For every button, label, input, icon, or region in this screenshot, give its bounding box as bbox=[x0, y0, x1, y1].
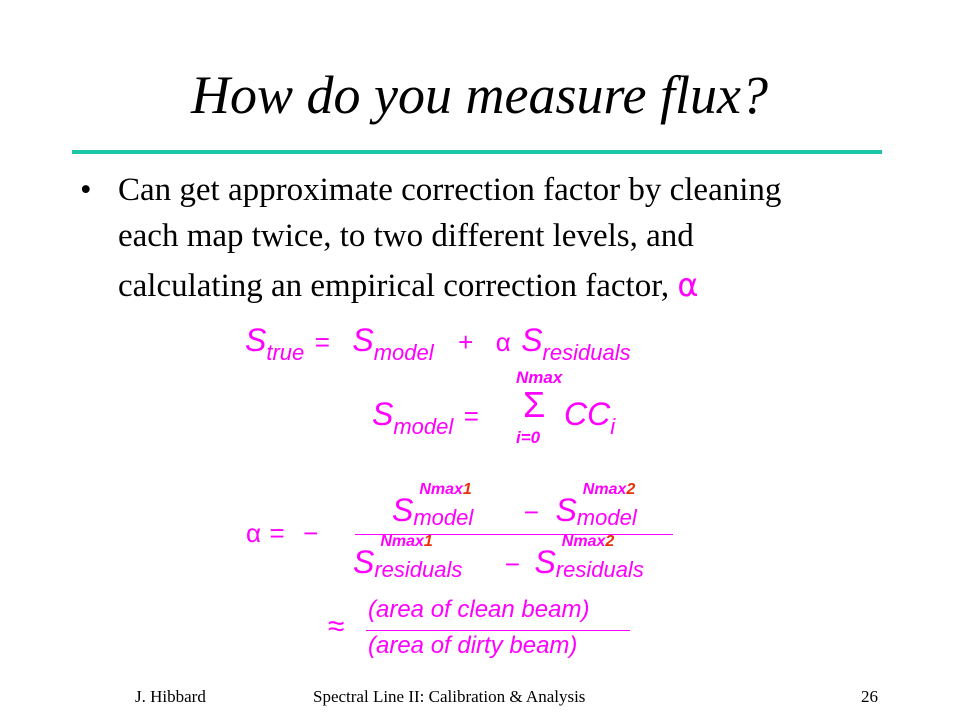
eq3-den-b-sub: residuals bbox=[555, 557, 644, 582]
eq3-den-b-s: S bbox=[534, 544, 556, 580]
eq3-num-a-s: S bbox=[392, 492, 414, 528]
eq1-t1-sub: model bbox=[373, 340, 434, 365]
eq1-lhs-s: S bbox=[245, 322, 267, 358]
eq2-cc-sub: i bbox=[610, 414, 616, 439]
approx-symbol: ≈ bbox=[328, 610, 345, 643]
equation-alpha bbox=[246, 518, 318, 549]
eq3-num-b-sub: model bbox=[576, 505, 637, 530]
eq3-numerator bbox=[392, 481, 675, 530]
eq3-den-a-s: S bbox=[353, 544, 375, 580]
eq3-den-a-sub: residuals bbox=[374, 557, 463, 582]
equation-model-sum bbox=[372, 396, 479, 439]
slide-title: How do you measure flux? bbox=[191, 65, 768, 125]
eq3-alpha: α bbox=[246, 518, 262, 548]
eq1-t2-s: S bbox=[521, 322, 543, 358]
eq2-cc bbox=[564, 396, 616, 439]
eq2-cc-text: CC bbox=[564, 396, 611, 432]
eq2-equals: = bbox=[463, 401, 479, 431]
eq3-den-minus: − bbox=[504, 549, 520, 579]
equation-flux-total bbox=[245, 322, 631, 365]
eq4-numerator: (area of clean beam) bbox=[368, 596, 590, 623]
bullet-symbol: • bbox=[80, 172, 92, 208]
eq3-den-a-sup: Nmax1 bbox=[380, 533, 433, 550]
title-divider bbox=[72, 150, 882, 154]
eq1-equals: = bbox=[314, 327, 330, 357]
eq2-sub: model bbox=[393, 414, 454, 439]
footer-title: Spectral Line II: Calibration & Analysis bbox=[313, 687, 586, 706]
eq3-num-a-sub: model bbox=[413, 505, 474, 530]
eq4-fraction-bar bbox=[366, 630, 630, 631]
eq2-sum-upper: Nmax bbox=[516, 368, 563, 387]
eq1-lhs-sub: true bbox=[266, 340, 305, 365]
eq1-alpha: α bbox=[495, 327, 511, 357]
bullet-line-1: Can get approximate correction factor by cleaning bbox=[118, 172, 782, 208]
eq2-s: S bbox=[372, 396, 394, 432]
footer-page-number: 26 bbox=[861, 687, 878, 706]
eq1-plus: + bbox=[458, 327, 474, 357]
footer-author: J. Hibbard bbox=[135, 687, 206, 706]
alpha-symbol: α bbox=[677, 266, 699, 304]
bullet-line-2: each map twice, to two different levels, and bbox=[118, 218, 694, 254]
eq3-minus: − bbox=[303, 518, 319, 548]
bullet-line-3-text: calculating an empirical correction factor, bbox=[118, 268, 670, 304]
eq3-equals: = bbox=[269, 518, 285, 548]
eq3-num-minus: − bbox=[523, 497, 539, 527]
eq2-sum-lower: i=0 bbox=[516, 428, 541, 447]
eq3-num-b-sup: Nmax2 bbox=[582, 481, 636, 498]
sum-symbol: Σ bbox=[523, 384, 546, 425]
eq3-num-b-s: S bbox=[555, 492, 577, 528]
eq1-t2-sub: residuals bbox=[542, 340, 631, 365]
eq3-denominator bbox=[353, 533, 674, 582]
eq4-denominator: (area of dirty beam) bbox=[368, 632, 578, 659]
eq1-t1-s: S bbox=[352, 322, 374, 358]
eq3-num-a-sup: Nmax1 bbox=[419, 481, 472, 498]
bullet-line-3 bbox=[118, 266, 698, 305]
eq3-den-b-sup: Nmax2 bbox=[561, 533, 615, 550]
